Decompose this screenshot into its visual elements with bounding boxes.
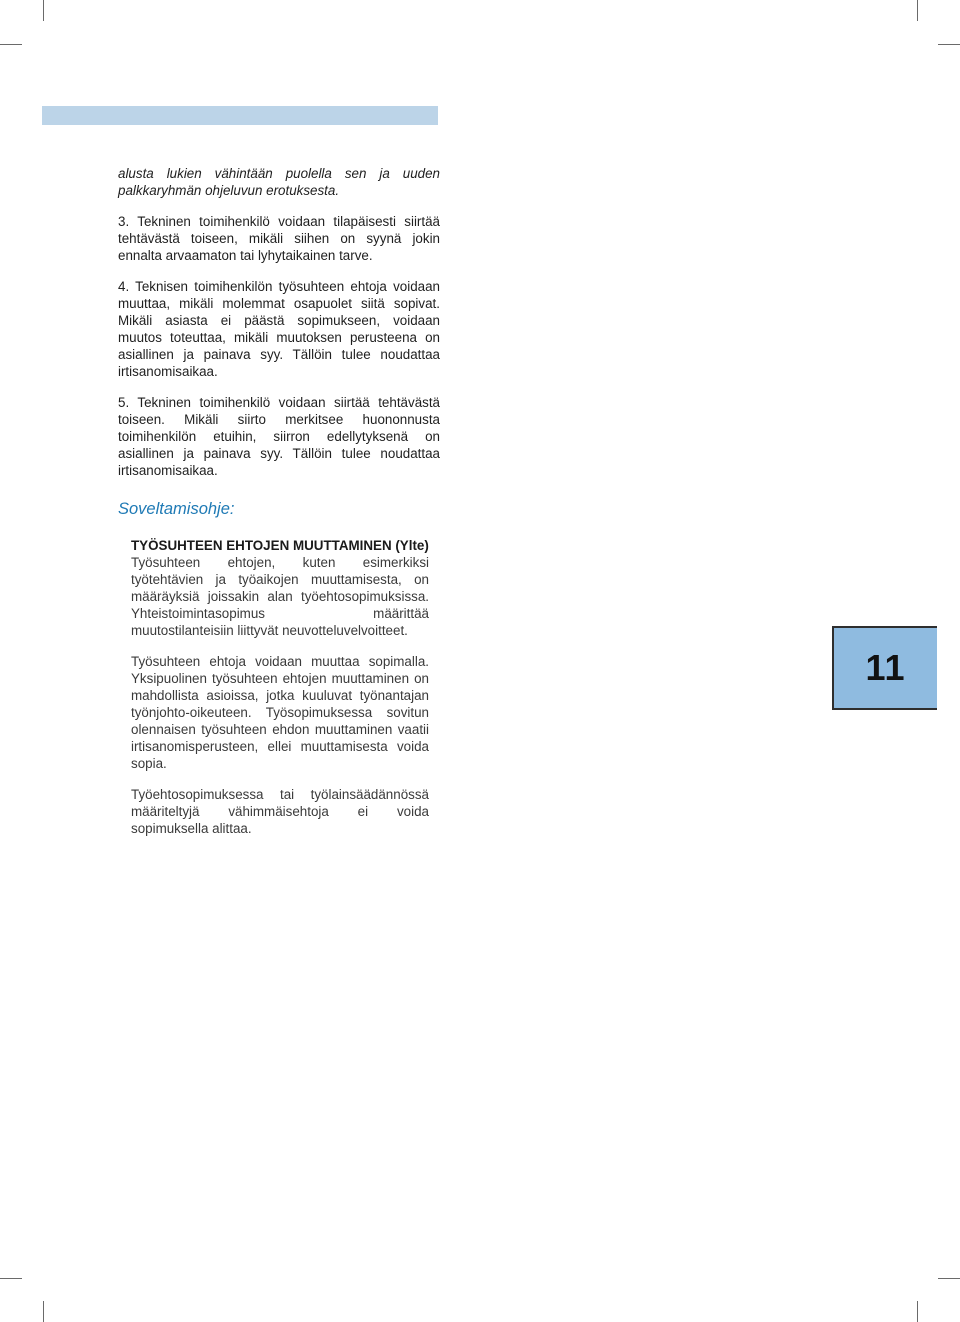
crop-mark [938,44,960,45]
guidance-heading: Soveltamisohje: [118,500,235,518]
crop-mark [917,0,918,21]
chapter-tab [832,626,937,710]
guidance-paragraph: Työsuhteen ehtojen, kuten esimerkiksi työtehtävien ja työaikojen muuttamisesta, on määräyksiä joissakin alan työehtosopimuksissa. Yhteistoimintasopimus määrittää muutostilanteisiin liittyvät neuvotteluvelvoitteet. [131,555,429,638]
point-3: 3. Tekninen toimihenkilö voidaan tilapäisesti siirtää tehtävästä toiseen, mikäli siihen on syynä jokin ennalta arvaamaton tai lyhytaikainen tarve. [118,214,440,263]
crop-mark [43,0,44,21]
crop-mark [938,1278,960,1279]
point-5: 5. Tekninen toimihenkilö voidaan siirtää tehtävästä toiseen. Mikäli siirto merkitsee huononnusta toimihenkilön etuihin, siirron edellytyksenä on asiallinen ja painava syy. Tällöin tulee noudattaa irtisanomisaikaa. [118,395,440,478]
crop-mark [0,44,22,45]
chapter-number: 11 [865,647,906,688]
crop-mark [43,1301,44,1322]
header-bar [42,106,438,125]
intro-continuation: alusta lukien vähintään puolella sen ja uuden palkkaryhmän ohjeluvun erotuksesta. [118,166,440,198]
guidance-title: TYÖSUHTEEN EHTOJEN MUUTTAMINEN (Ylte) [131,538,429,553]
crop-mark [917,1301,918,1322]
point-4: 4. Teknisen toimihenkilön työsuhteen ehtoja voidaan muuttaa, mikäli molemmat osapuolet siitä sopivat. Mikäli asiasta ei päästä sopimukseen, voidaan muutos toteuttaa, mikäli muutoksen perusteena on asiallinen ja painava syy. Tällöin tulee noudattaa irtisanomisaikaa. [118,279,440,379]
guidance-section [131,537,429,851]
guidance-paragraph: Työehtosopimuksessa tai työlainsäädännössä määriteltyjä vähimmäisehtoja ei voida sopimuksella alittaa. [131,787,429,836]
guidance-paragraph: Työsuhteen ehtoja voidaan muuttaa sopimalla. Yksipuolinen työsuhteen ehtojen muuttaminen on mahdollista asioissa, jotka kuuluvat työnantajan työnjohto-oikeuteen. Työsopimuksessa sovitun olennaisen työsuhteen ehdon muuttaminen vaatii irtisanomisperusteen, ellei muuttamisesta voida sopia. [131,654,429,771]
crop-mark [0,1278,22,1279]
main-text-column [118,165,440,493]
